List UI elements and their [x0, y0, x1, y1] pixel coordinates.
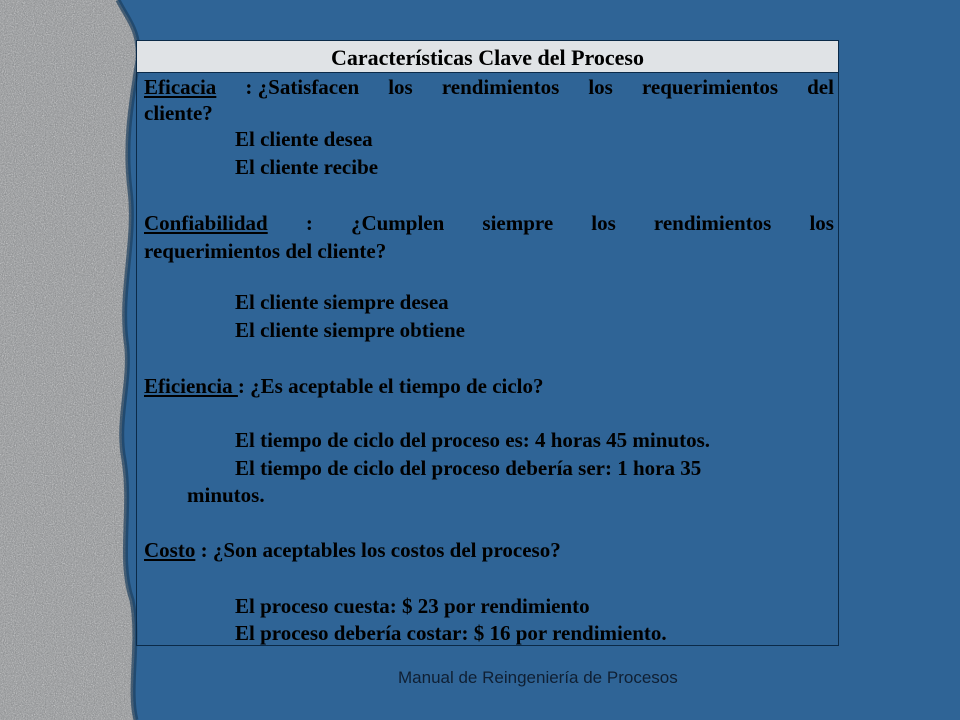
eficacia-word: del	[807, 75, 834, 99]
costo-item: El proceso cuesta: $ 23 por rendimiento	[235, 594, 590, 618]
footer-text: Manual de Reingeniería de Procesos	[398, 668, 678, 687]
eficacia-heading: Eficacia	[144, 75, 217, 99]
confiabilidad-heading: Confiabilidad	[144, 211, 268, 235]
confiabilidad-word: :	[305, 211, 313, 235]
eficacia-item: El cliente recibe	[235, 155, 379, 179]
eficiencia-item: El tiempo de ciclo del proceso debería ser: 1 hora 35	[235, 456, 702, 480]
confiabilidad-word: rendimientos	[653, 211, 772, 235]
confiabilidad-word: siempre	[482, 211, 554, 235]
eficacia-item: El cliente desea	[235, 127, 373, 151]
eficacia-word: rendimientos	[441, 75, 560, 99]
confiabilidad-word: los	[809, 211, 834, 235]
eficiencia-question-line	[144, 374, 834, 399]
eficiencia-item: El tiempo de ciclo del proceso es: 4 horas 45 minutos.	[235, 428, 711, 452]
confiabilidad-item: El cliente siempre obtiene	[235, 318, 465, 342]
confiabilidad-question-cont: requerimientos del cliente?	[144, 239, 387, 263]
confiabilidad-question-line	[144, 211, 834, 236]
eficiencia-item-cont: minutos.	[187, 483, 265, 507]
costo-question-line	[144, 538, 834, 563]
eficacia-question-line	[144, 75, 834, 100]
eficacia-word: : ¿Satisfacen	[245, 75, 360, 99]
confiabilidad-item: El cliente siempre desea	[235, 290, 449, 314]
content-table	[136, 40, 839, 646]
eficiencia-heading: Eficiencia	[144, 374, 238, 398]
costo-item: El proceso debería costar: $ 16 por rendimiento.	[235, 621, 667, 645]
eficacia-word: requerimientos	[641, 75, 779, 99]
slide-title: Características Clave del Proceso	[137, 41, 838, 73]
eficacia-word: los	[388, 75, 413, 99]
costo-heading: Costo	[144, 538, 196, 562]
eficiencia-question: : ¿Es aceptable el tiempo de ciclo?	[237, 374, 544, 398]
confiabilidad-word: ¿Cumplen	[350, 211, 445, 235]
eficacia-word: los	[588, 75, 613, 99]
confiabilidad-word: los	[591, 211, 616, 235]
eficacia-question-cont: cliente?	[144, 101, 213, 125]
costo-question: : ¿Son aceptables los costos del proceso?	[195, 538, 561, 562]
